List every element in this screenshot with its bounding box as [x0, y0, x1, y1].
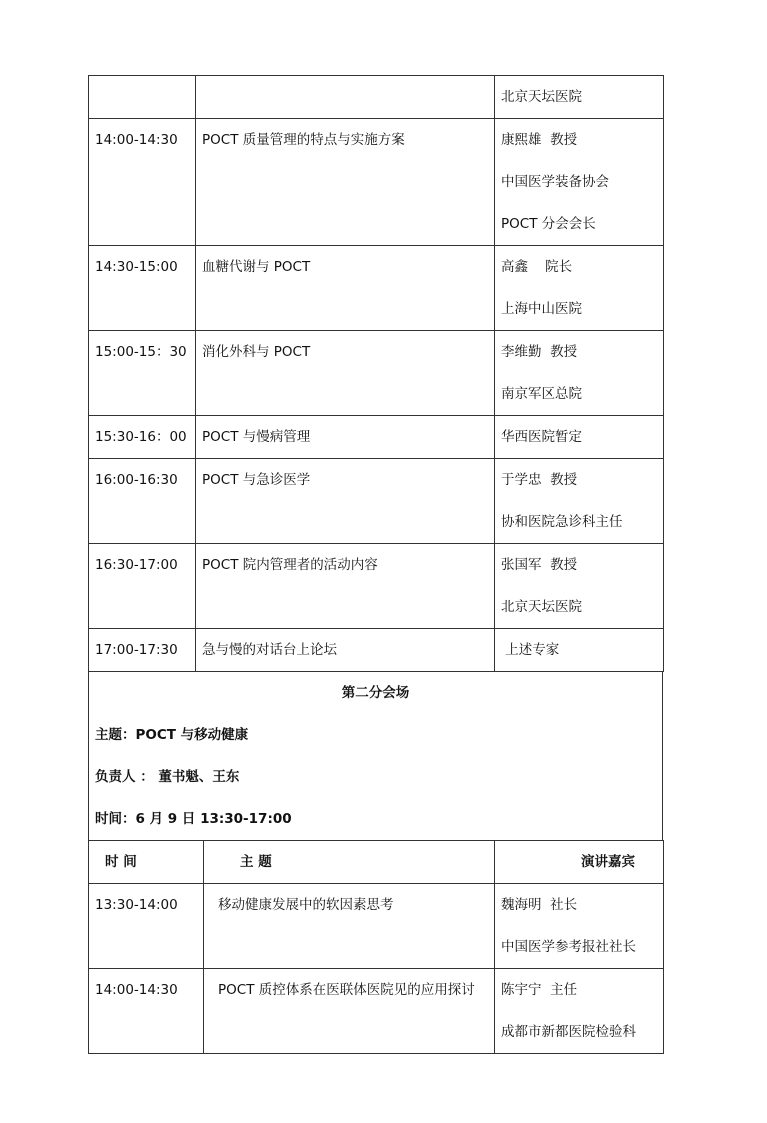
- topic-cell: [196, 119, 495, 246]
- time-cell: [89, 884, 204, 969]
- table-row: [89, 416, 664, 459]
- table-row: [89, 331, 664, 416]
- speaker-line: 陈宇宁 主任: [501, 982, 578, 998]
- session-theme: 主题：POCT 与移动健康: [95, 727, 249, 743]
- speaker-line: 中国医学装备协会: [501, 174, 609, 190]
- speaker-line: 于学忠 教授: [501, 472, 578, 488]
- time-text: 14:00-14:30: [95, 132, 178, 148]
- header-topic: 主 题: [204, 841, 495, 884]
- speaker-line: 李维勤 教授: [501, 344, 578, 360]
- topic-text: 血糖代谢与 POCT: [202, 259, 311, 275]
- time-cell: [89, 416, 196, 459]
- session-title: 第二分会场: [341, 685, 410, 701]
- table-header-row: [89, 841, 664, 884]
- speaker-line: 北京天坛医院: [501, 599, 582, 615]
- time-text: 15:00-15：30: [95, 344, 187, 360]
- time-text: [95, 76, 189, 118]
- speaker-cell: [495, 544, 664, 629]
- topic-cell: [196, 544, 495, 629]
- table-row: [89, 969, 664, 1054]
- speaker-cell: [495, 416, 664, 459]
- header-speaker: 演讲嘉宾: [495, 841, 664, 884]
- session-time: 时间：6 月 9 日 13:30-17:00: [95, 811, 292, 827]
- topic-cell: [196, 246, 495, 331]
- topic-text: POCT 与急诊医学: [202, 472, 311, 488]
- topic-text: POCT 院内管理者的活动内容: [202, 557, 378, 573]
- speaker-line: 魏海明 社长: [501, 897, 578, 913]
- speaker-cell: [495, 76, 664, 119]
- topic-text: 消化外科与 POCT: [202, 344, 311, 360]
- topic-text: POCT 质控体系在医联体医院见的应用探讨: [218, 982, 475, 998]
- topic-text: POCT 与慢病管理: [202, 429, 311, 445]
- table-row: [89, 459, 664, 544]
- time-cell: [89, 76, 196, 119]
- speaker-cell: [495, 884, 664, 969]
- agenda-table-1: [88, 75, 664, 672]
- speaker-cell: [495, 119, 664, 246]
- time-text: 14:30-15:00: [95, 259, 178, 275]
- header-time: 时 间: [89, 841, 204, 884]
- session-info-cell: [89, 672, 663, 841]
- topic-cell: [204, 969, 495, 1054]
- speaker-line: 高鑫 院长: [501, 259, 573, 275]
- time-text: 16:00-16:30: [95, 472, 178, 488]
- speaker-line: 中国医学参考报社社长: [501, 939, 636, 955]
- speaker-line: 上述专家: [501, 642, 560, 658]
- time-cell: [89, 246, 196, 331]
- time-text: 14:00-14:30: [95, 982, 178, 998]
- speaker-line: 协和医院急诊科主任: [501, 514, 623, 530]
- time-cell: [89, 331, 196, 416]
- topic-cell: [196, 76, 495, 119]
- topic-text: 急与慢的对话台上论坛: [202, 642, 337, 658]
- topic-text: [202, 76, 488, 118]
- speaker-line: 张国军 教授: [501, 557, 578, 573]
- speaker-line: POCT 分会会长: [501, 216, 596, 232]
- time-text: 13:30-14:00: [95, 897, 178, 913]
- agenda-page: [88, 75, 663, 1054]
- speaker-cell: [495, 246, 664, 331]
- time-cell: [89, 544, 196, 629]
- table-row: [89, 544, 664, 629]
- topic-cell: [196, 331, 495, 416]
- table-row: [89, 884, 664, 969]
- speaker-line: 华西医院暂定: [501, 429, 582, 445]
- time-cell: [89, 969, 204, 1054]
- time-cell: [89, 629, 196, 672]
- speaker-cell: [495, 331, 664, 416]
- table-row: [89, 629, 664, 672]
- topic-cell: [196, 459, 495, 544]
- time-text: 17:00-17:30: [95, 642, 178, 658]
- table-row: [89, 119, 664, 246]
- table-row: [89, 76, 664, 119]
- topic-cell: [196, 629, 495, 672]
- time-cell: [89, 119, 196, 246]
- speaker-cell: [495, 459, 664, 544]
- speaker-line: 上海中山医院: [501, 301, 582, 317]
- topic-cell: [204, 884, 495, 969]
- topic-text: POCT 质量管理的特点与实施方案: [202, 132, 405, 148]
- speaker-line: 南京军区总院: [501, 386, 582, 402]
- session-info-table: [88, 671, 663, 841]
- speaker-cell: [495, 629, 664, 672]
- topic-text: 移动健康发展中的软因素思考: [218, 897, 394, 913]
- speaker-cell: [495, 969, 664, 1054]
- speaker-line: 康熙雄 教授: [501, 132, 578, 148]
- agenda-table-2: [88, 840, 664, 1054]
- time-cell: [89, 459, 196, 544]
- speaker-line: 成都市新都医院检验科: [501, 1024, 636, 1040]
- speaker-line: 北京天坛医院: [501, 89, 582, 105]
- topic-cell: [196, 416, 495, 459]
- session-leader: 负责人 ： 董书魁、王东: [95, 769, 240, 785]
- table-row: [89, 246, 664, 331]
- time-text: 16:30-17:00: [95, 557, 178, 573]
- time-text: 15:30-16：00: [95, 429, 187, 445]
